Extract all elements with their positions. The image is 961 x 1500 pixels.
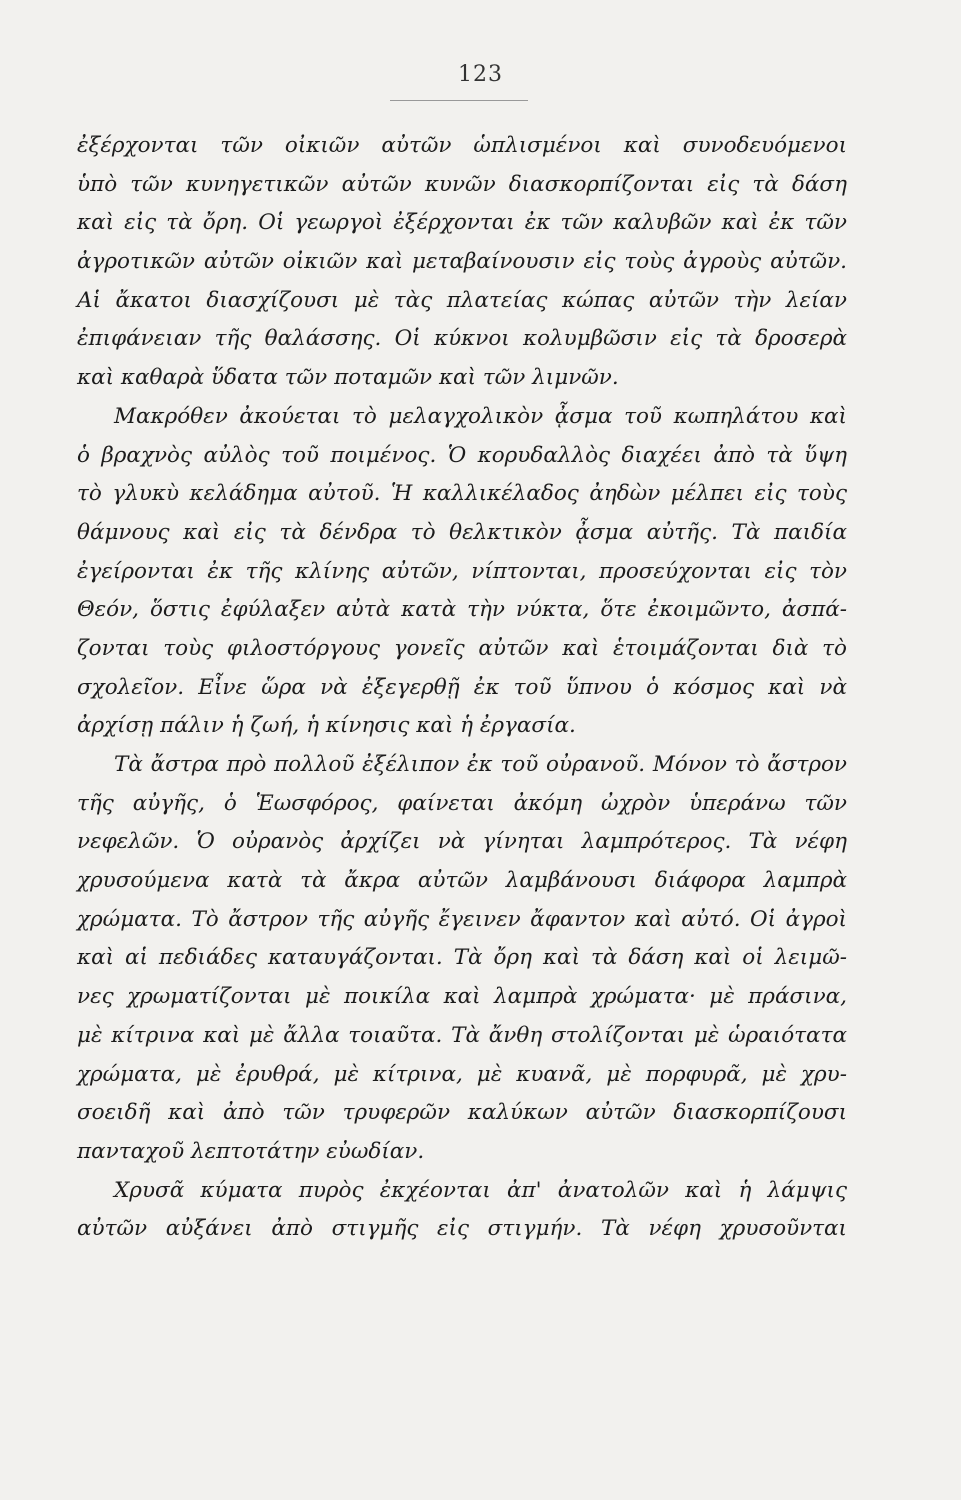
body-text [77,127,847,1249]
text-line: σοειδῆ καὶ ἀπὸ τῶν τρυφερῶν καλύκων αὐτῶν διασκορπίζουσι [77,1100,847,1126]
text-line: Θεόν, ὅστις ἐφύλαξεν αὐτὰ κατὰ τὴν νύκτα, ὅτε ἐκοιμῶντο, ἀσπά- [77,597,847,623]
text-line: καὶ εἰς τὰ ὄρη. Οἱ γεωργοὶ ἐξέρχονται ἐκ τῶν καλυβῶν καὶ ἐκ τῶν [77,210,847,236]
text-line: τῆς αὐγῆς, ὁ Ἑωσφόρος, φαίνεται ἀκόμη ὠχρὸν ὑπεράνω τῶν [77,790,847,816]
paragraph-4 [77,1172,847,1249]
paragraph-2 [77,398,847,746]
text-line: καὶ αἱ πεδιάδες καταυγάζονται. Τὰ ὄρη καὶ τὰ δάση καὶ οἱ λειμῶ- [77,945,847,971]
text-line: Τὰ ἄστρα πρὸ πολλοῦ ἐξέλιπον ἐκ τοῦ οὐρανοῦ. Μόνον τὸ ἄστρον [114,752,847,777]
text-line: πανταχοῦ λεπτοτάτην εὐωδίαν. [77,1138,425,1164]
text-line: ζονται τοὺς φιλοστόργους γονεῖς αὐτῶν καὶ ἑτοιμάζονται διὰ τὸ [77,635,847,661]
text-line: χρώματα, μὲ ἐρυθρά, μὲ κίτρινα, μὲ κυανᾶ, μὲ πορφυρᾶ, μὲ χρυ- [77,1061,847,1087]
text-line: ἀγροτικῶν αὐτῶν οἰκιῶν καὶ μεταβαίνουσιν εἰς τοὺς ἀγροὺς αὐτῶν. [77,249,847,275]
text-line: Χρυσᾶ κύματα πυρὸς ἐκχέονται ἀπ' ἀνατολῶν καὶ ἡ λάμψις [114,1177,847,1203]
text-line: τὸ γλυκὺ κελάδημα αὐτοῦ. Ἡ καλλικέλαδος ἀηδὼν μέλπει εἰς τοὺς [77,481,847,507]
text-line: ὑπὸ τῶν κυνηγετικῶν αὐτῶν κυνῶν διασκορπίζονται εἰς τὰ δάση [77,171,847,197]
text-line: χρώματα. Τὸ ἄστρον τῆς αὐγῆς ἔγεινεν ἄφαντον καὶ αὐτό. Οἱ ἀγροὶ [77,906,847,932]
text-line: αὐτῶν αὐξάνει ἀπὸ στιγμῆς εἰς στιγμήν. Τὰ νέφη χρυσοῦνται [77,1216,847,1242]
paragraph-3 [77,746,847,1172]
text-line: Αἱ ἄκατοι διασχίζουσι μὲ τὰς πλατείας κώπας αὐτῶν τὴν λείαν [77,287,847,313]
paragraph-1 [77,127,847,398]
text-line: Μακρόθεν ἀκούεται τὸ μελαγχολικὸν ᾆσμα τοῦ κωπηλάτου καὶ [114,403,847,429]
text-line: καὶ καθαρὰ ὕδατα τῶν ποταμῶν καὶ τῶν λιμνῶν. [77,365,619,391]
text-line: ἐξέρχονται τῶν οἰκιῶν αὐτῶν ὡπλισμένοι καὶ συνοδευόμενοι [77,133,847,158]
text-line: θάμνους καὶ εἰς τὰ δένδρα τὸ θελκτικὸν ᾆσμα αὐτῆς. Τὰ παιδία [77,519,847,545]
text-line: ὁ βραχνὸς αὐλὸς τοῦ ποιμένος. Ὁ κορυδαλλὸς διαχέει ἀπὸ τὰ ὕψη [77,442,847,468]
header-rule [390,100,528,101]
text-line: μὲ κίτρινα καὶ μὲ ἄλλα τοιαῦτα. Τὰ ἄνθη στολίζονται μὲ ὡραιότατα [77,1022,847,1048]
text-line: νεφελῶν. Ὁ οὐρανὸς ἀρχίζει νὰ γίνηται λαμπρότερος. Τὰ νέφη [77,829,847,855]
text-line: ἀρχίσῃ πάλιν ἡ ζωή, ἡ κίνησις καὶ ἡ ἐργασία. [77,713,576,739]
text-line: ἐγείρονται ἐκ τῆς κλίνης αὐτῶν, νίπτονται, προσεύχονται εἰς τὸν [77,558,847,584]
text-line: νες χρωματίζονται μὲ ποικίλα καὶ λαμπρὰ χρώματα· μὲ πράσινα, [77,984,847,1010]
text-line: σχολεῖον. Εἶνε ὥρα νὰ ἐξεγερθῇ ἐκ τοῦ ὕπνου ὁ κόσμος καὶ νὰ [77,674,847,700]
text-line: χρυσούμενα κατὰ τὰ ἄκρα αὐτῶν λαμβάνουσι διάφορα λαμπρὰ [77,868,847,894]
page-number: 123 [458,62,503,87]
text-line: ἐπιφάνειαν τῆς θαλάσσης. Οἱ κύκνοι κολυμβῶσιν εἰς τὰ δροσερὰ [77,326,847,352]
